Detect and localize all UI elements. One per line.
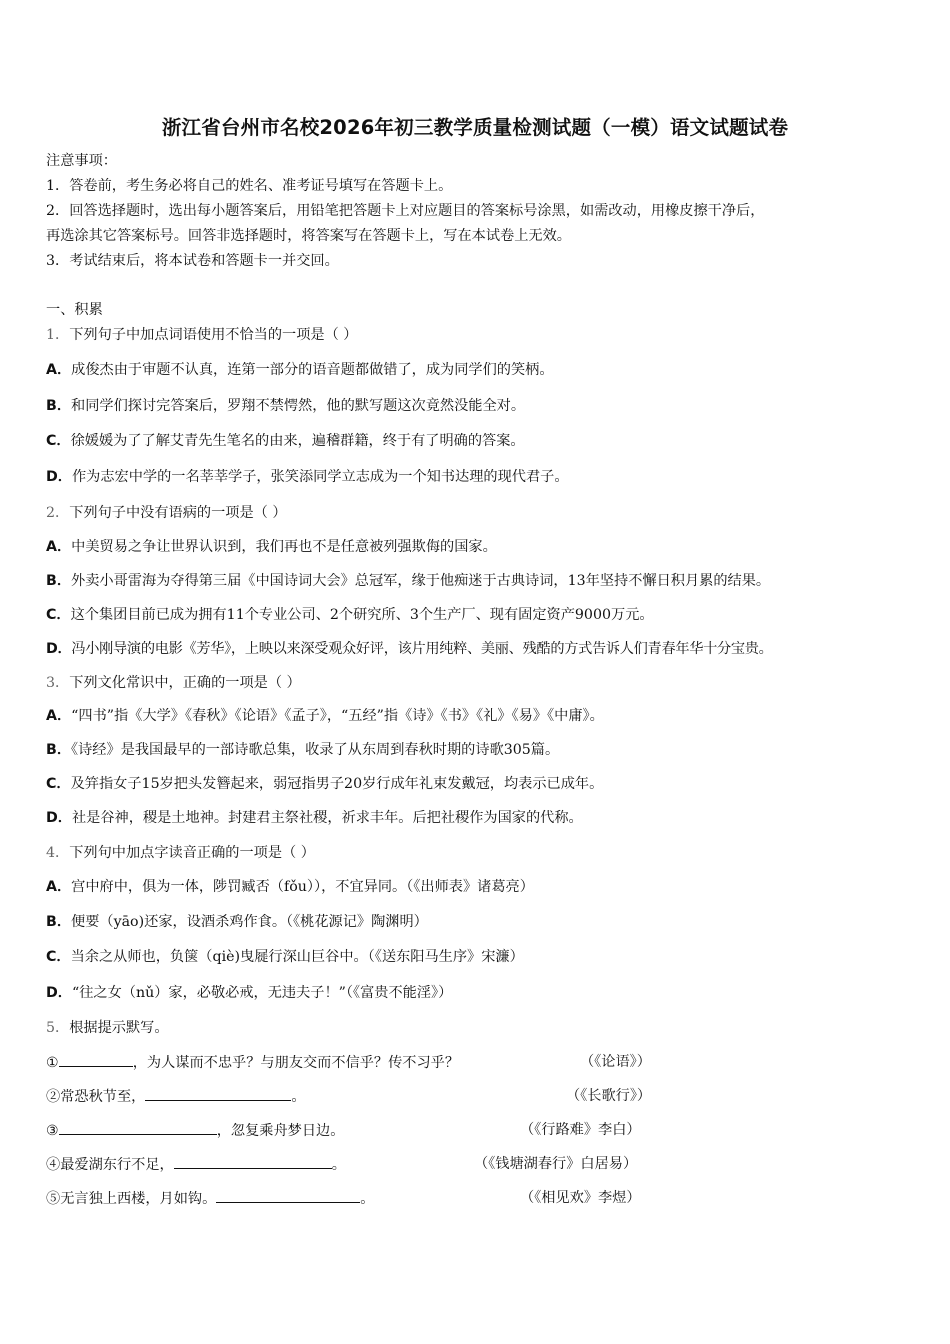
question-number: 1． bbox=[46, 327, 70, 343]
item-before: 常恐秋节至， bbox=[60, 1089, 146, 1105]
dictation-item-1 bbox=[46, 1052, 459, 1073]
question-1-option-a[interactable] bbox=[46, 360, 554, 380]
option-text: 《诗经》是我国最早的一部诗歌总集，收录了从东周到春秋时期的诗歌305篇。 bbox=[71, 742, 560, 758]
section-heading: 一、积累 bbox=[46, 302, 103, 318]
page-title: 浙江省台州市名校2026年初三教学质量检测试题（一模）语文试题试卷 bbox=[161, 116, 789, 139]
item-after: 。 bbox=[331, 1157, 346, 1173]
option-label: A． bbox=[46, 879, 72, 895]
dictation-item-5 bbox=[46, 1188, 374, 1209]
question-1-option-c[interactable] bbox=[46, 431, 525, 451]
option-label: D． bbox=[46, 985, 72, 1001]
dictation-source: （《行路难》李白） bbox=[520, 1122, 641, 1138]
option-label: A． bbox=[46, 708, 72, 724]
question-text: 下列句子中加点词语使用不恰当的一项是（ ） bbox=[69, 327, 358, 343]
option-label: A． bbox=[46, 539, 72, 555]
option-label: A． bbox=[46, 362, 72, 378]
dictation-item-3 bbox=[46, 1120, 344, 1141]
item-mark: ⑤ bbox=[46, 1191, 61, 1207]
question-4-option-d[interactable] bbox=[46, 983, 452, 1003]
answer-blank[interactable] bbox=[59, 1120, 217, 1135]
answer-blank[interactable] bbox=[216, 1188, 360, 1203]
question-3-stem bbox=[46, 673, 301, 693]
item-mark: ① bbox=[46, 1055, 59, 1071]
dictation-source: （《长歌行》） bbox=[566, 1088, 652, 1104]
option-label: B． bbox=[46, 742, 72, 758]
item-before: 最爱湖东行不足， bbox=[60, 1157, 174, 1173]
notice-item: 1．答卷前，考生务必将自己的姓名、准考证号填写在答题卡上。 bbox=[46, 178, 453, 194]
option-text: 当余之从师也，负箧（qiè)曳屣行深山巨谷中。（《送东阳马生序》宋濂） bbox=[70, 949, 524, 965]
item-mark: ④ bbox=[46, 1157, 61, 1173]
question-4-option-c[interactable] bbox=[46, 947, 524, 967]
option-label: D． bbox=[46, 469, 72, 485]
option-text: 和同学们探讨完答案后，罗翔不禁愕然，他的默写题这次竟然没能全对。 bbox=[71, 398, 526, 414]
question-2-option-d[interactable] bbox=[46, 639, 773, 659]
question-number: 3． bbox=[46, 675, 70, 691]
question-number: 4． bbox=[46, 845, 70, 861]
option-text: 成俊杰由于审题不认真，连第一部分的语音题都做错了，成为同学们的笑柄。 bbox=[71, 362, 554, 378]
option-text: 便要（yāo)还家，设酒杀鸡作食。（《桃花源记》陶渊明） bbox=[71, 914, 428, 930]
dictation-source: （《相见欢》李煜） bbox=[520, 1190, 641, 1206]
question-4-option-b[interactable] bbox=[46, 912, 428, 932]
dictation-source: （《钱塘湖春行》白居易） bbox=[474, 1156, 638, 1172]
dictation-item-2 bbox=[46, 1086, 306, 1107]
question-text: 下列句子中没有语病的一项是（ ） bbox=[69, 505, 287, 521]
question-text: 根据提示默写。 bbox=[69, 1020, 169, 1036]
option-text: 这个集团目前已成为拥有11个专业公司、2个研究所、3个生产厂、现有固定资产9000万元。 bbox=[70, 607, 654, 623]
notice-item: 3．考试结束后，将本试卷和答题卡一并交回。 bbox=[46, 253, 339, 269]
question-3-option-c[interactable] bbox=[46, 774, 603, 794]
dictation-item-4 bbox=[46, 1154, 346, 1175]
question-text: 下列文化常识中，正确的一项是（ ） bbox=[69, 675, 301, 691]
option-label: D． bbox=[46, 641, 72, 657]
option-text: 中美贸易之争让世界认识到，我们再也不是任意被列强欺侮的国家。 bbox=[71, 539, 497, 555]
question-text: 下列句中加点字读音正确的一项是（ ） bbox=[69, 845, 315, 861]
question-3-option-a[interactable] bbox=[46, 706, 604, 726]
option-text: 冯小刚导演的电影《芳华》，上映以来深受观众好评，该片用纯粹、美丽、残酷的方式告诉人们青春年华十分宝贵。 bbox=[71, 641, 773, 657]
option-label: C． bbox=[46, 776, 71, 792]
option-text: 社是谷神，稷是土地神。封建君主祭社稷，祈求丰年。后把社稷作为国家的代称。 bbox=[71, 810, 583, 826]
question-5-stem bbox=[46, 1018, 169, 1038]
question-2-option-b[interactable] bbox=[46, 571, 770, 591]
item-after: ，为人谋而不忠乎？与朋友交而不信乎？传不习乎？ bbox=[132, 1055, 460, 1071]
question-3-option-b[interactable] bbox=[46, 740, 559, 760]
question-number: 5． bbox=[46, 1020, 70, 1036]
option-label: B． bbox=[46, 573, 72, 589]
option-text: 宫中府中，俱为一体，陟罚臧否（fǒu）），不宜异同。（《出师表》诸葛亮） bbox=[71, 879, 534, 895]
question-1-option-d[interactable] bbox=[46, 467, 569, 487]
option-text: “四书”指《大学》《春秋》《论语》《孟子》，“五经”指《诗》《书》《礼》《易》《中庸》。 bbox=[71, 708, 604, 724]
item-after: 。 bbox=[360, 1191, 375, 1207]
item-before: 无言独上西楼，月如钩。 bbox=[60, 1191, 217, 1207]
question-4-stem bbox=[46, 843, 315, 863]
question-2-option-a[interactable] bbox=[46, 537, 497, 557]
option-label: B． bbox=[46, 398, 72, 414]
question-2-stem bbox=[46, 503, 287, 523]
notice-item: 再选涂其它答案标号。回答非选择题时，将答案写在答题卡上，写在本试卷上无效。 bbox=[46, 228, 571, 244]
item-mark: ② bbox=[46, 1089, 61, 1105]
question-4-option-a[interactable] bbox=[46, 877, 534, 897]
notice-heading: 注意事项： bbox=[46, 153, 117, 169]
option-text: “往之女（nǔ）家，必敬必戒，无违夫子！”（《富贵不能淫》） bbox=[71, 985, 453, 1001]
question-number: 2． bbox=[46, 505, 70, 521]
question-1-stem bbox=[46, 325, 357, 345]
option-label: D． bbox=[46, 810, 72, 826]
dictation-source: （《论语》） bbox=[580, 1054, 651, 1070]
option-label: B． bbox=[46, 914, 72, 930]
option-text: 徐媛媛为了了解艾青先生笔名的由来，遍稽群籍，终于有了明确的答案。 bbox=[70, 433, 525, 449]
answer-blank[interactable] bbox=[174, 1154, 332, 1169]
option-label: C． bbox=[46, 433, 71, 449]
answer-blank[interactable] bbox=[145, 1086, 291, 1101]
item-mark: ③ bbox=[46, 1123, 59, 1139]
answer-blank[interactable] bbox=[59, 1052, 133, 1067]
option-text: 及笄指女子15岁把头发簪起来，弱冠指男子20岁行成年礼束发戴冠，均表示已成年。 bbox=[70, 776, 604, 792]
question-3-option-d[interactable] bbox=[46, 808, 583, 828]
item-after: 。 bbox=[291, 1089, 306, 1105]
option-label: C． bbox=[46, 949, 71, 965]
option-label: C． bbox=[46, 607, 71, 623]
item-after: ，忽复乘舟梦日边。 bbox=[216, 1123, 345, 1139]
question-1-option-b[interactable] bbox=[46, 396, 525, 416]
notice-item: 2．回答选择题时，选出每小题答案后，用铅笔把答题卡上对应题目的答案标号涂黑，如需改动，用橡皮擦干净后， bbox=[46, 203, 765, 219]
question-2-option-c[interactable] bbox=[46, 605, 654, 625]
option-text: 外卖小哥雷海为夺得第三届《中国诗词大会》总冠军，缘于他痴迷于古典诗词，13年坚持不懈日积月累的结果。 bbox=[71, 573, 771, 589]
option-text: 作为志宏中学的一名莘莘学子，张笑添同学立志成为一个知书达理的现代君子。 bbox=[71, 469, 569, 485]
